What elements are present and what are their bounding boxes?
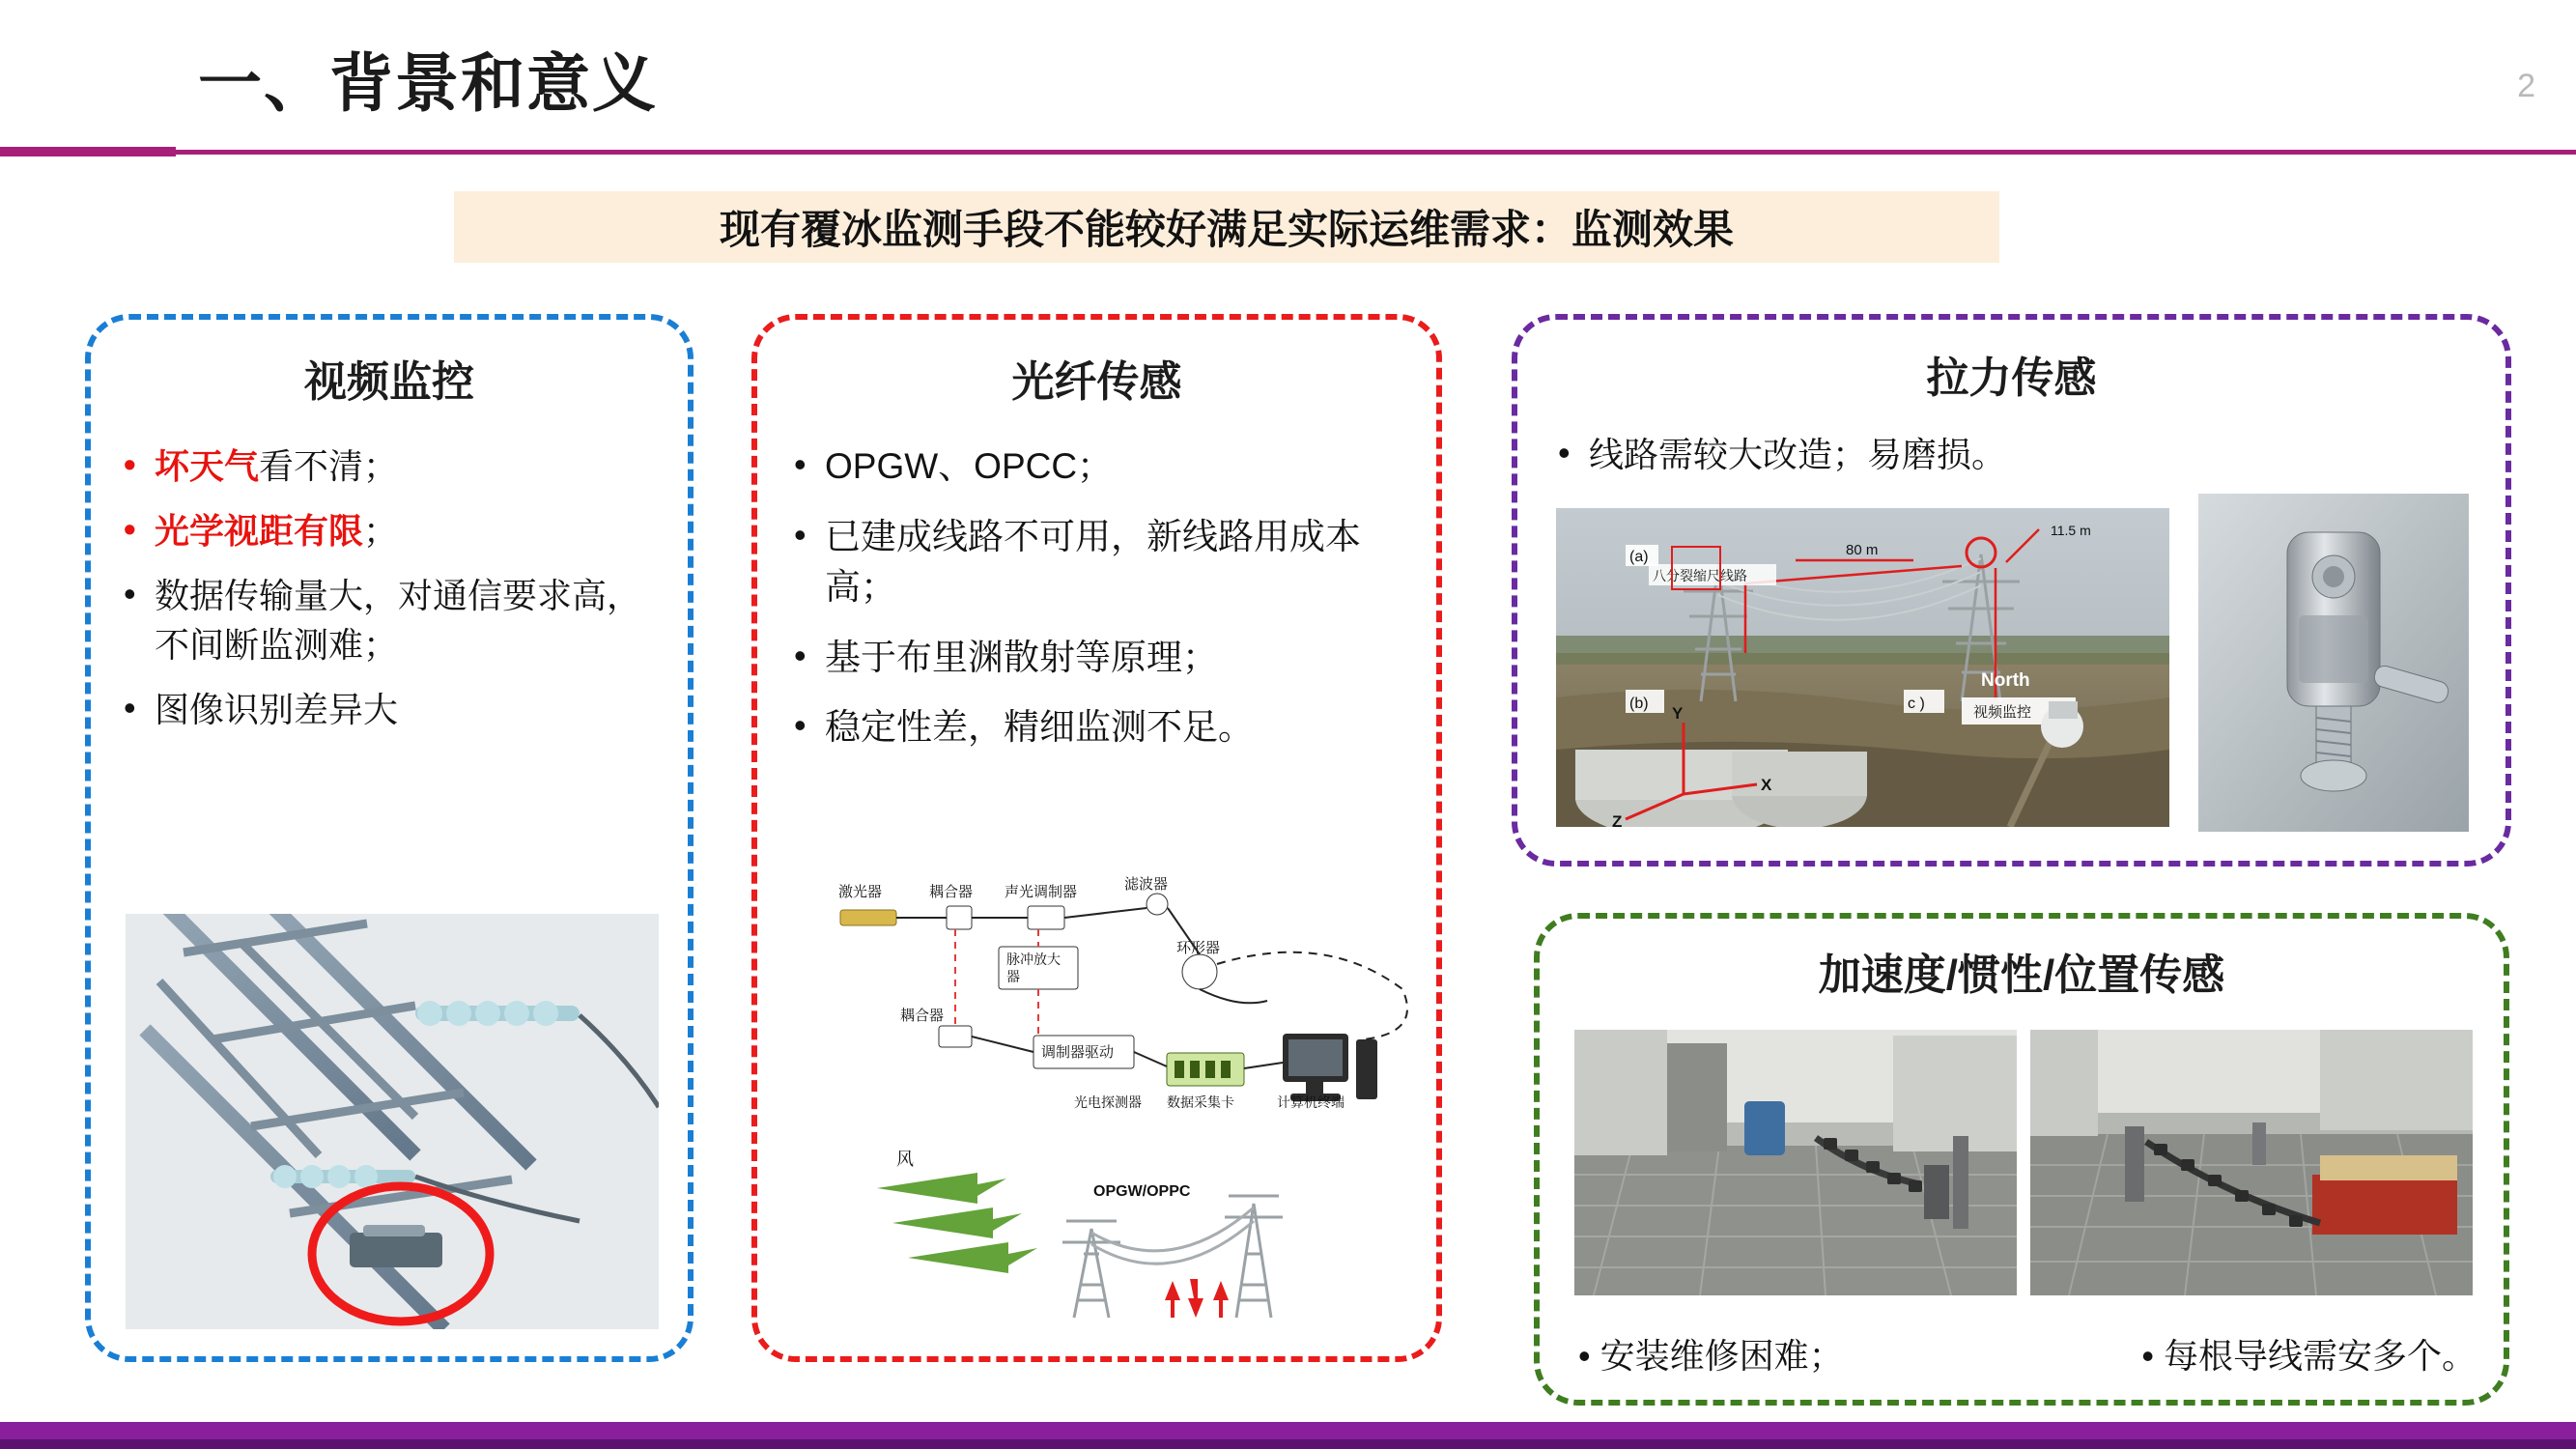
panel-accel-title: 加速度/惯性/位置传感 [1818, 952, 2225, 999]
svg-text:OPGW/OPPC: OPGW/OPPC [1093, 1183, 1191, 1200]
panel-video-surveillance [85, 314, 694, 1362]
list-item [116, 441, 659, 491]
svg-text:器: 器 [1006, 969, 1020, 984]
accel-photo-group [1574, 1030, 2473, 1295]
bullet-highlight: 光学视距有限 [155, 511, 364, 552]
svg-text:80 m: 80 m [1846, 542, 1879, 558]
transmission-tower-photo [126, 914, 659, 1329]
svg-text:八分裂缩尺线路: 八分裂缩尺线路 [1653, 568, 1747, 583]
svg-text:X: X [1761, 776, 1772, 794]
corridor-test-photo-left [1574, 1030, 2017, 1295]
corridor-test-photo-right [2030, 1030, 2473, 1295]
svg-text:Y: Y [1672, 704, 1684, 723]
accel-caption-right: • 每根导线需安多个。 [2141, 1329, 2477, 1378]
svg-text:激光器: 激光器 [838, 884, 883, 900]
svg-text:声光调制器: 声光调制器 [1005, 884, 1078, 900]
panel-fiber-title: 光纤传感 [1011, 358, 1182, 406]
panel-video-title: 视频监控 [304, 358, 474, 406]
panel-accel-inertial-position [1534, 913, 2509, 1406]
header-rule [174, 150, 2576, 155]
svg-text:滤波器: 滤波器 [1124, 876, 1169, 893]
svg-text:(b): (b) [1629, 696, 1649, 712]
panel-tension-sensing [1512, 314, 2511, 867]
svg-text:环形器: 环形器 [1176, 940, 1221, 956]
fiber-sensing-diagram [784, 864, 1422, 1337]
svg-text:耦合器: 耦合器 [929, 884, 974, 900]
list-item: • 线路需较大改造；易磨损。 [1550, 430, 2486, 479]
panel-fiber-sensing [751, 314, 1442, 1362]
svg-text:耦合器: 耦合器 [900, 1008, 945, 1024]
svg-text:视频监控: 视频监控 [1973, 704, 2032, 721]
panel-accel-captions [1578, 1329, 2477, 1378]
list-item: • 已建成线路不可用，新线路用成本高； [786, 512, 1411, 613]
load-cell-photo [2198, 494, 2469, 832]
list-item: • OPGW、OPCC； [786, 441, 1411, 493]
panel-tension-bullets [1550, 430, 2486, 479]
svg-text:(a): (a) [1629, 549, 1649, 565]
svg-text:计算机终端: 计算机终端 [1277, 1094, 1345, 1110]
bullet-rest: ； [363, 511, 399, 552]
field-test-photo [1556, 508, 2169, 827]
footer-bar [0, 1422, 2576, 1449]
panel-video-bullets [116, 441, 659, 735]
section-banner: 现有覆冰监测手段不能较好满足实际运维需求：监测效果 [454, 191, 1999, 263]
page-title: 一、背景和意义 [198, 47, 658, 119]
list-item: • 图像识别差异大 [116, 685, 659, 734]
bullet-rest: 看不清； [259, 446, 399, 486]
list-item [116, 506, 659, 555]
svg-text:光电探测器: 光电探测器 [1074, 1094, 1142, 1110]
svg-text:数据采集卡: 数据采集卡 [1167, 1094, 1234, 1110]
list-item: • 基于布里渊散射等原理； [786, 633, 1411, 684]
svg-text:c ): c ) [1908, 696, 1925, 712]
header-rule-accent [0, 147, 176, 156]
page-number: 2 [2517, 68, 2535, 104]
svg-text:11.5 m: 11.5 m [2051, 523, 2091, 538]
accel-caption-left: • 安装维修困难； [1578, 1329, 1844, 1378]
svg-text:风: 风 [896, 1150, 914, 1169]
list-item: • 稳定性差，精细监测不足。 [786, 702, 1411, 753]
svg-text:脉冲放大: 脉冲放大 [1006, 952, 1061, 967]
bullet-highlight: 坏天气 [155, 446, 260, 486]
panel-fiber-bullets [786, 441, 1411, 753]
panel-tension-title: 拉力传感 [1926, 355, 2097, 402]
list-item: • 数据传输量大，对通信要求高，不间断监测难； [116, 571, 659, 669]
svg-text:Z: Z [1612, 812, 1623, 827]
svg-text:调制器驱动: 调制器驱动 [1041, 1044, 1115, 1061]
svg-text:North: North [1981, 670, 2030, 691]
